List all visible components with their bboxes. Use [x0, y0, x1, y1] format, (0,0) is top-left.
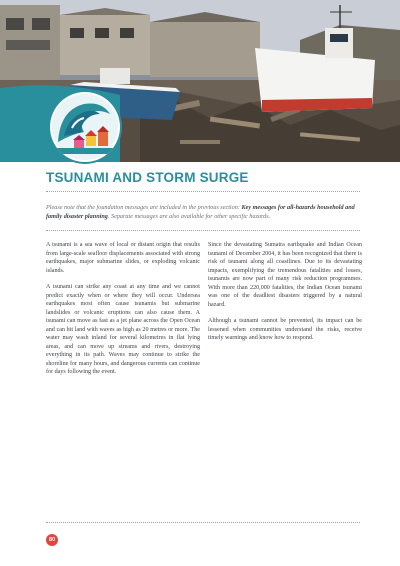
paragraph: Since the devastating Sumatra earthquake and Indian Ocean tsunami of December 2004, it has been recognized that there is risk of tsunami along all coastlines. Due to its devastating impacts, exemplifying the tremendous fatalities and losses, tsunamis are now part of many risk reduction programmes. With more than 220,000 fatalities, the Indian Ocean tsunami was one of the deadliest disasters triggered by a natural hazard.: [208, 242, 362, 308]
page-title: TSUNAMI AND STORM SURGE: [46, 170, 249, 185]
paragraph: Although a tsunami cannot be prevented, its impact can be lessened when communities understand the risks, receive timely warnings and know how to respond.: [208, 318, 362, 341]
divider: [46, 522, 360, 523]
body-column-right: [208, 241, 362, 351]
paragraph: A tsunami is a sea wave of local or distant origin that results from large-scale seafloor displacements associated with strong earthquakes, major submarine slides, or exploding volcanic islands.: [46, 242, 200, 274]
page-number: 80: [46, 534, 58, 546]
intro-note: Please note that the foundation messages are included in the previous section: Key messages for all-hazards household and family disaster planning. Separate messages are also available for other specific hazards.: [46, 204, 355, 221]
note-emphasis: Key messages for all-hazards household and family disaster planning: [46, 204, 355, 221]
body-column-left: [46, 241, 200, 385]
divider: [46, 191, 360, 192]
divider: [46, 230, 360, 231]
paragraph: A tsunami can strike any coast at any time and we cannot predict exactly when or where they will occur. Undersea earthquakes most often cause tsunamis but submarine landslides or volcanic eruptions can also cause them. A tsunami can move as fast as a jet plane across the Open Ocean and can hit land with waves as high as 20 metres or more. The water may wash inland for several kilometres in flat lying areas, and can move up streams and rivers, destroying everything in its path. Waves may continue to strike the shoreline for many hours, and dangerous currents can continue for days following the event.: [46, 284, 200, 375]
tsunami-wave-houses-icon: [50, 92, 120, 162]
